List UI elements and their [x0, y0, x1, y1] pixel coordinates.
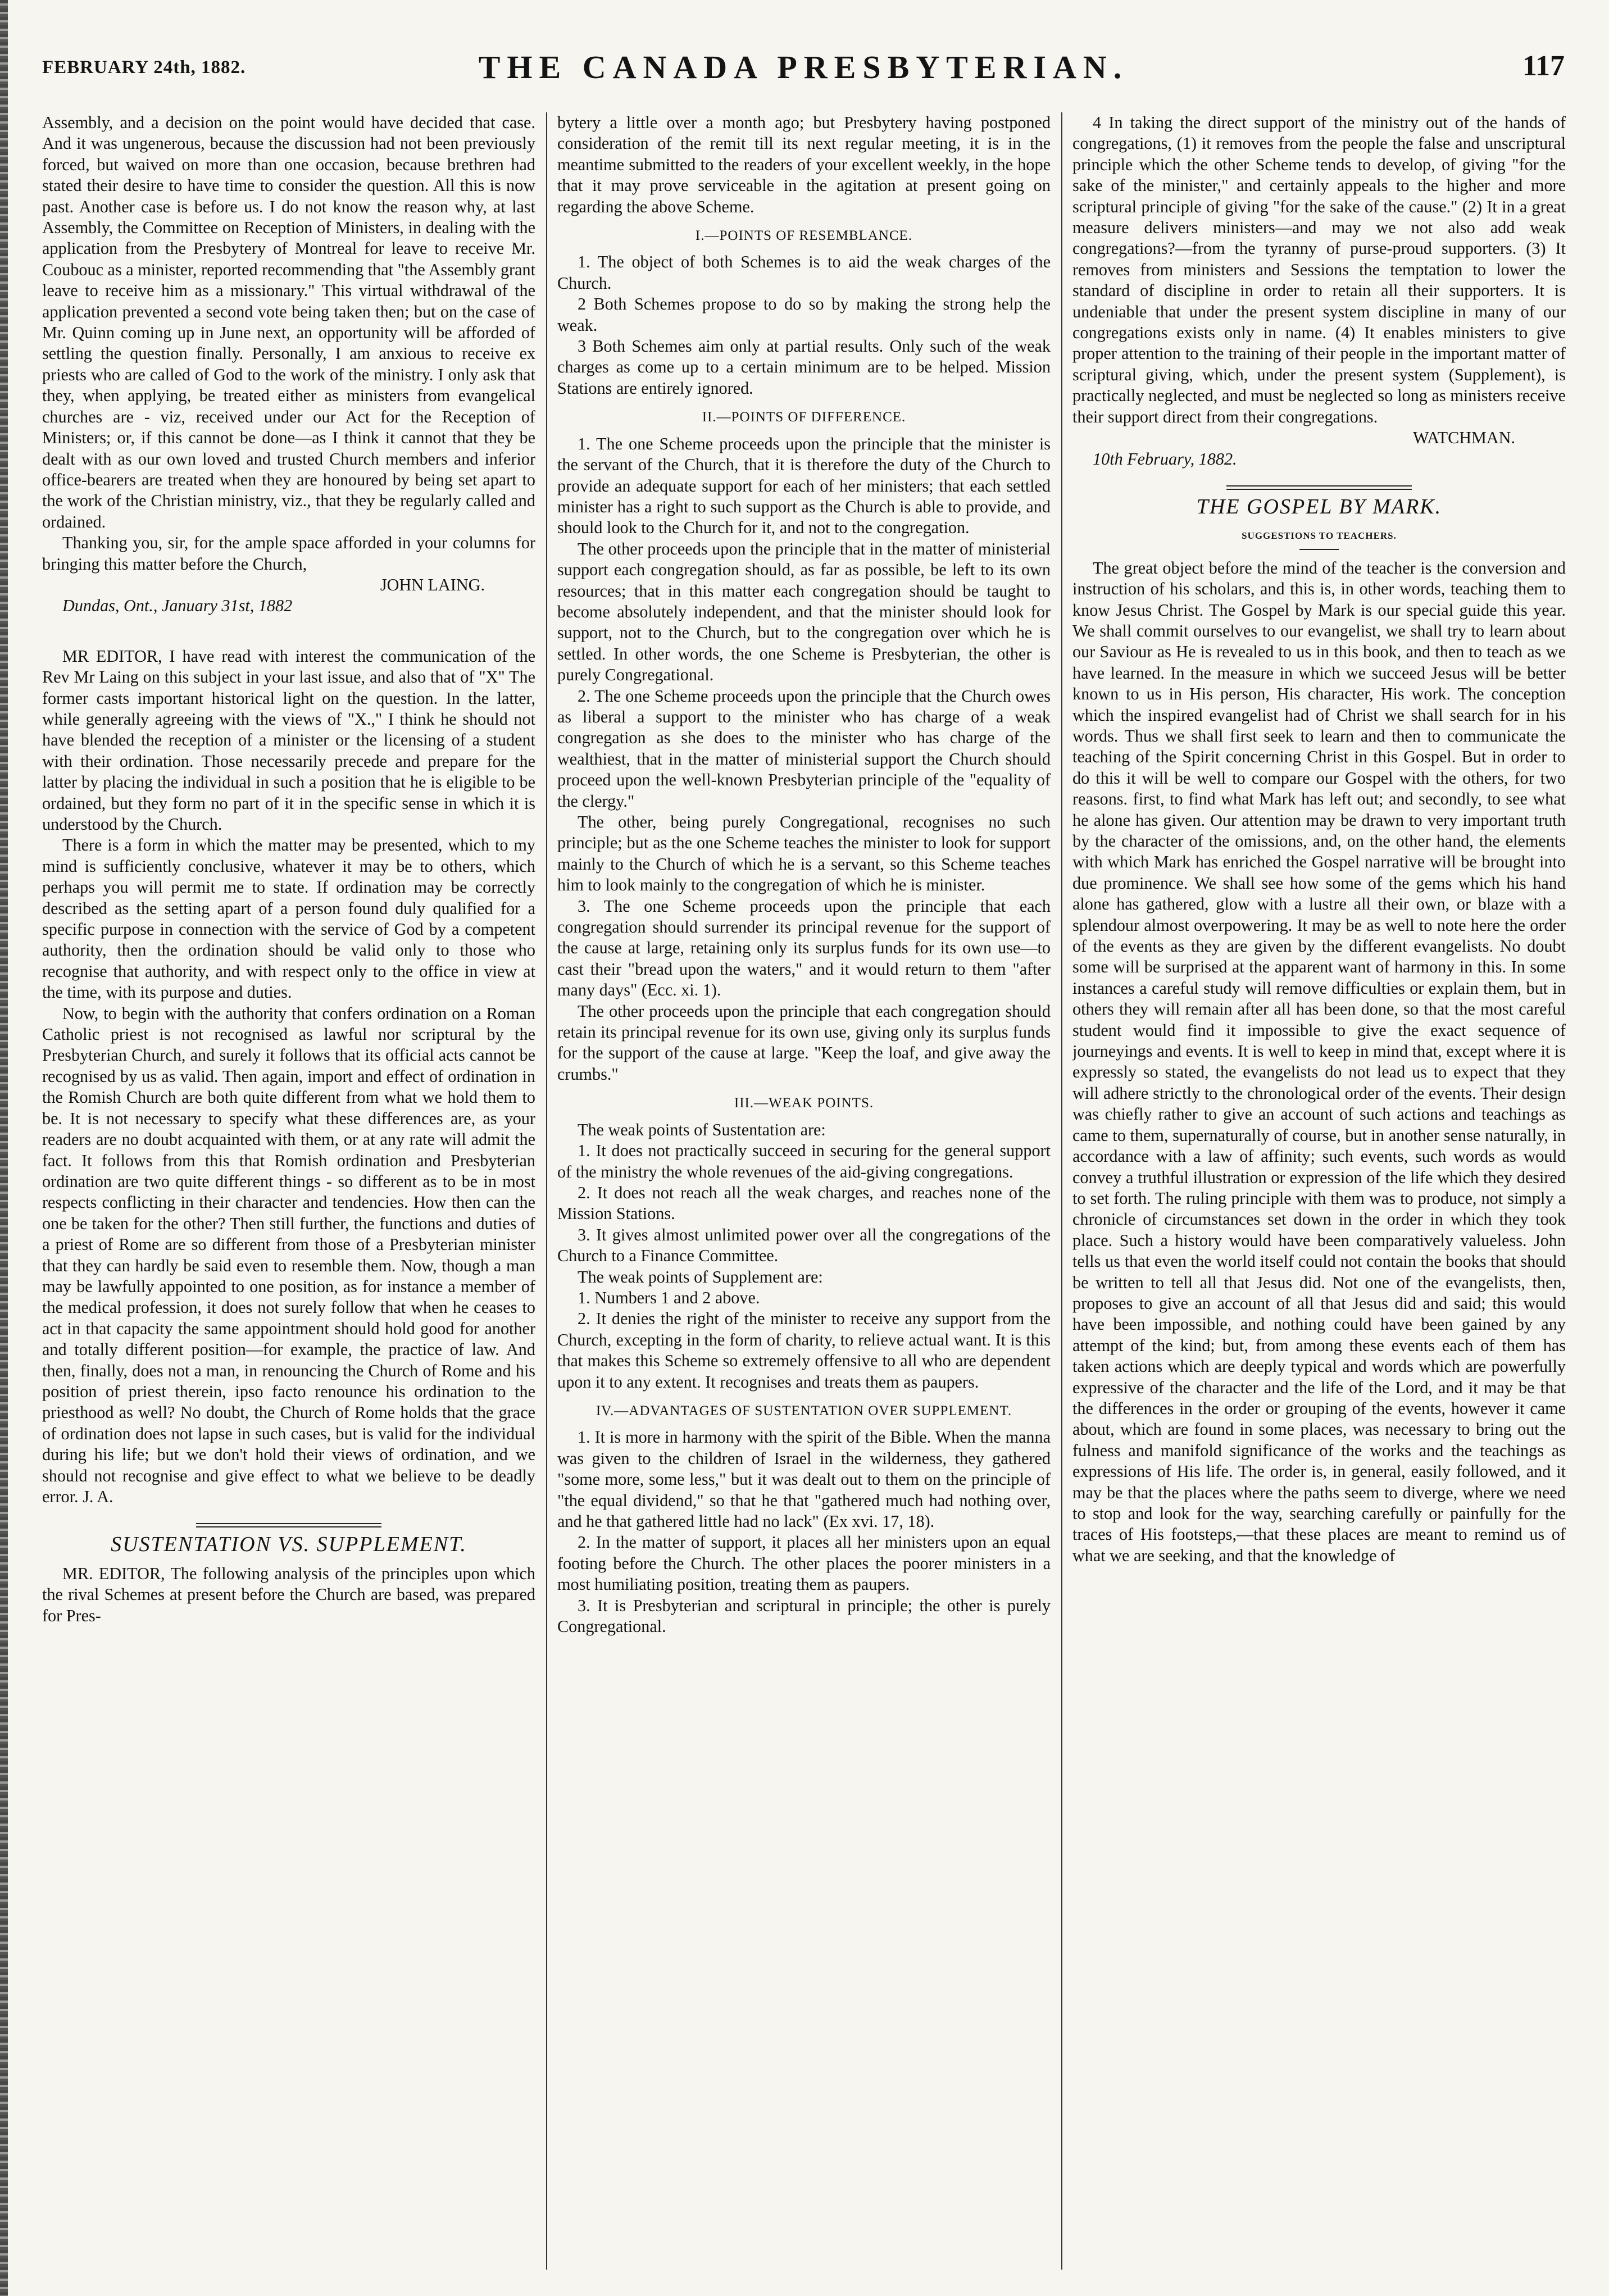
list-item: 4 In taking the direct support of the ministry out of the hands of congregations, (1) it removes from the people the false and unscriptural principle which the other Scheme tends to develop, of giving "for the sake of the minister," and certainly appeals to the higher and more scriptural principle of giving "for the sake of the cause." (2) It in a great measure delivers ministers—and may we not also add weak congregations?—from the tyranny of purse-proud supporters. (3) It removes from ministers and Sessions the temptation to lower the standard of discipline in order to retain all their supporters. It is undeniable that under the present system discipline in many of our congregations exists only in name. (4) It enables ministers to give proper attention to the training of their people in the important matter of scriptural giving, which, under the present system (Supplement), is practically neglected, and must be neglected so long as ministers receive their support direct from their congregations.: [1072, 113, 1566, 426]
article-paragraph: The weak points of Sustentation are:: [578, 1120, 826, 1139]
article-paragraph: MR. EDITOR, The following analysis of the principles upon which the rival Schemes at present before the Church are based, was prepared for Pres-: [42, 1563, 535, 1625]
signature: JOHN LAING.: [380, 575, 485, 594]
section-rule: [1226, 485, 1412, 487]
page-number: 117: [1522, 50, 1565, 82]
article-paragraph: The great object before the mind of the teacher is the conversion and instruction of his scholars, and this is, in other words, teaching them to know Jesus Christ. The Gospel by Mark is our special guide this year. We shall commit ourselves to our evangelist, we shall try to learn about our Saviour as He is revealed to us in this book, and then to teach as we have learned. In the measure in which we succeed Jesus will be better known to us in His person, His character, His work. The conception which the inspired evangelist had of Christ we shall search for in his words. Thus we shall first seek to learn and then to communicate the teaching of the Spirit concerning Christ in this Gospel. But in order to do this it will be well to compare our Gospel with the others, for two reasons. first, to find what Mark has left out; and secondly, to see what he alone has given. Our attention may be drawn to very important truth by the character of the omissions, and, on the other hand, the elements with which Mark has enriched the Gospel narrative will be brought into due prominence. We shall see how some of the gems which his hand alone has gathered, glow with a lustre all their own, or blaze with a splendour almost overpowering. It may be as well to note here the order of the events as they are given by the different evangelists. No doubt some will be surprised at the apparent want of harmony in this. In some instances a careful study will remove difficulties or explain them, but in others they will remain after all has been done, so that the most careful student would find it impossible to give the exact sequence of journeyings and events. It is well to keep in mind that, except where it is expressly so stated, the evangelists do not lead us to expect that they will adhere strictly to the chronological order of the events. Their design was chiefly rather to give an account of such actions and teachings as came to them, supernaturally of course, but in another sense naturally, in accordance with a law of affinity; such events, such words as would convey a truthful illustration or expression of the life which they desired to set forth. The ruling principle with them was to produce, not simply a chronicle of circumstances set down in the order in which they took place. Such a history would have been comparatively valueless. John tells us that even the world itself could not contain the books that should be written to tell all that Jesus did. Not one of the evangelists, then, proposes to give an account of all that Jesus did and said; this would have been impossible, and nothing could have been gained by any attempt of the kind; but, from among these events each of them has taken actions which are deeply typical and words which are powerfully expressive of the character and the life of the Lord, and it may be that the differences in the order or grouping of the events, however it came about, which are found in some places, was necessary to bring out the fulness and manifold significance of the works and the teachings as expressions of His life. The order is, in general, easily followed, and it may be that the places where the paths seem to diverge, where we need to stop and look for the way, searching carefully or painfully for the traces of His footsteps,—that these places are meant to remind us of what we are seeking, and that the knowledge of: [1072, 558, 1566, 1565]
list-item: 2. It denies the right of the minister to receive any support from the Church, excepting in the form of charity, to relieve actual want. It is this that makes this Scheme so extremely offensive to all who are dependent upon it to any extent. It recognises and treats them as paupers.: [557, 1309, 1051, 1392]
issue-date: FEBRUARY 24th, 1882.: [42, 57, 246, 78]
column-1: [42, 112, 535, 2270]
dateline: Dundas, Ont., January 31st, 1882: [62, 596, 293, 616]
list-item: 1. It does not practically succeed in securing for the general support of the ministry the whole revenues of the aid-giving congregations.: [557, 1141, 1051, 1181]
column-3: [1072, 112, 1566, 2270]
list-item: 1. It is more in harmony with the spirit of the Bible. When the manna was given to the children of Israel in the wilderness, they gathered "some more, some less," but it was dealt out to them on the principle of "the equal dividend," so that he that "gathered much had nothing over, and he that gathered little had no lack" (Ex xvi. 17, 18).: [557, 1427, 1051, 1531]
article-paragraph: bytery a little over a month ago; but Presbytery having postponed consideration of the remit till its next regular meeting, it is in the meantime submitted to the readers of your excellent weekly, in the hope that it may prove serviceable in the agitation at present going on regarding the above Scheme.: [557, 113, 1051, 216]
dateline: 10th February, 1882.: [1093, 449, 1237, 469]
signature: WATCHMAN.: [1413, 428, 1515, 448]
page-binding-edge: [0, 0, 8, 2296]
column-divider: [546, 112, 547, 2270]
list-item: 3. It is Presbyterian and scriptural in principle; the other is purely Congregational.: [557, 1595, 1051, 1636]
list-item: 1. The object of both Schemes is to aid the weak charges of the Church.: [557, 252, 1051, 293]
article-subtitle: SUGGESTIONS TO TEACHERS.: [1242, 530, 1397, 542]
list-item: 3 Both Schemes aim only at partial results. Only such of the weak charges as come up to a certain minimum are to be helped. Mission Stations are entirely ignored.: [557, 337, 1051, 398]
list-item: 2. The one Scheme proceeds upon the principle that the Church owes as liberal a support to the minister who has charge of a weak congregation as she does to the minister who has charge of the wealthiest, that in the matter of ministerial support the Church should proceed upon the well-known Presbyterian principle of the "equality of the clergy.": [557, 686, 1051, 811]
article-paragraph: The other proceeds upon the principle that in the matter of ministerial support each congregation should, as far as possible, be left to its own resources; that in this matter each congregation should be taught to become absolutely independent, and that the minister should look for support, not to the Church, but to the congregation over which he is settled. In other words, the one Scheme is Presbyterian, the other is purely Congregational.: [557, 539, 1051, 685]
masthead-title: THE CANADA PRESBYTERIAN.: [478, 49, 1129, 85]
section-rule: [1299, 549, 1339, 550]
article-title: SUSTENTATION VS. SUPPLEMENT.: [111, 1533, 467, 1557]
article-paragraph: The weak points of Supplement are:: [578, 1267, 823, 1286]
list-item: 3. The one Scheme proceeds upon the principle that each congregation should surrender its principal revenue for the support of the cause at large, retaining only its surplus funds for its own use—to cast their "bread upon the waters," and it would return to them "after many days" (Ecc. xi. 1).: [557, 896, 1051, 1000]
laing-letter-paragraph: Thanking you, sir, for the ample space afforded in your columns for bringing this matter before the Church,: [42, 533, 535, 574]
list-item: 3. It gives almost unlimited power over all the congregations of the Church to a Finance Committee.: [557, 1225, 1051, 1266]
section-heading: IV.—ADVANTAGES OF SUSTENTATION OVER SUPPLEMENT.: [596, 1403, 1012, 1418]
section-rule: [196, 1523, 381, 1524]
list-item: 1. Numbers 1 and 2 above.: [578, 1288, 760, 1307]
list-item: 2 Both Schemes propose to do so by making the strong help the weak.: [557, 294, 1051, 335]
article-title: THE GOSPEL BY MARK.: [1196, 494, 1442, 519]
section-rule: [196, 1526, 381, 1527]
newspaper-page: [42, 34, 1565, 2275]
column-2: [557, 112, 1051, 2270]
list-item: 2. In the matter of support, it places all her ministers upon an equal footing before the Church. The other places the poorer ministers in a most humiliating position, treating them as paupers.: [557, 1533, 1051, 1594]
ja-letter-paragraph: MR EDITOR, I have read with interest the communication of the Rev Mr Laing on this subject in your last issue, and also that of "X" The former casts important historical light on the question. In the latter, while generally agreeing with the views of "X.," I think he should not have blended the reception of a minister or the licensing of a student with their ordination. Those necessarily precede and prepare for the latter by placing the individual in such a position that he is eligible to be ordained, but they form no part of it in the specific sense in which it is understood by the Church.: [42, 646, 535, 834]
list-item: 2. It does not reach all the weak charges, and reaches none of the Mission Stations.: [557, 1183, 1051, 1224]
section-heading: III.—WEAK POINTS.: [734, 1095, 874, 1111]
ja-letter-paragraph: There is a form in which the matter may be presented, which to my mind is sufficiently conclusive, whatever it may be to others, which perhaps you will permit me to state. If ordination may be correctly described as the setting apart of a person found duly qualified for a specific purpose in connection with the service of God by a competent authority, then the ordination should be valid only to those who recognise that authority, and with respect only to the office in view at the time, with its purpose and duties.: [42, 835, 535, 1002]
article-paragraph: The other proceeds upon the principle that each congregation should retain its principal revenue for its own use, giving only its surplus funds for the support of the cause at large. "Keep the loaf, and give away the crumbs.": [557, 1001, 1051, 1084]
column-divider: [1061, 112, 1062, 2270]
ja-letter-paragraph: Now, to begin with the authority that confers ordination on a Roman Catholic priest is not recognised as lawful nor scriptural by the Presbyterian Church, and surely it follows that its official acts cannot be recognised by us as valid. Then again, import and effect of ordination in the Romish Church are both quite different from what we hold them to be. It is not necessary to specify what these differences are, as your readers are no doubt acquainted with them, or at any rate will admit the fact. It follows from this that Romish ordination and Presbyterian ordination are two quite different things - so different as to be in most respects conflicting in their character and tendencies. How then can the one be taken for the other? Then still further, the functions and duties of a priest of Rome are so different from those of a Presbyterian minister that they can hardly be said even to resemble them. Now, though a man may be lawfully appointed to one position, as for instance a member of the medical profession, it does not surely follow that when he ceases to act in that capacity the same appointment should hold good for another and totally different position—for example, the practice of law. And then, finally, does not a man, in renouncing the Church of Rome and his position of priest therein, ipso facto renounce his ordination to the priesthood as well? No doubt, the Church of Rome holds that the grace of ordination does not lapse in such cases, but is valid for the individual during his life; but we don't hold their views of ordination, and we should not recognise and give effect to what we believe to be deadly error. J. A.: [42, 1003, 535, 1506]
list-item: 1. The one Scheme proceeds upon the principle that the minister is the servant of the Church, that it is therefore the duty of the Church to provide an adequate support for each of her ministers; that each settled minister has a right to such support as the Church is able to provide, and should look to the Church for it, and not to the congregation.: [557, 434, 1051, 538]
section-heading: II.—POINTS OF DIFFERENCE.: [702, 410, 906, 425]
section-heading: I.—POINTS OF RESEMBLANCE.: [695, 228, 913, 244]
article-paragraph: The other, being purely Congregational, recognises no such principle; but as the one Scheme teaches the minister to look for support mainly to the Church of which he is a servant, so this Scheme teaches him to look mainly to the congregation of which he is minister.: [557, 812, 1051, 895]
section-rule: [1226, 489, 1412, 490]
laing-letter-paragraph: Assembly, and a decision on the point would have decided that case. And it was ungenerous, because the discussion had not been previously forced, but waived on more than one occasion, because brethren had stated their desire to have time to consider the question. All this is now past. Another case is before us. I do not know the reason why, at last Assembly, the Committee on Reception of Ministers, in dealing with the application from the Presbytery of Montreal for leave to receive Mr. Coubouc as a minister, reported recommending that "the Assembly grant leave to receive him as a missionary." This virtual withdrawal of the application prevented a second vote being taken then; but on the case of Mr. Quinn coming up in June next, an opportunity will be afforded of settling the question finally. Personally, I am anxious to receive ex priests who are called of God to the work of the ministry. I only ask that they, when applying, be treated either as ministers from evangelical churches are - viz, received under our Act for the Reception of Ministers; or, if this cannot be done—as I think it cannot that they be dealt with as our own loved and trusted Church members and inferior office-bearers are treated when they are honoured by being set apart to the work of the Christian ministry, viz., that they be regularly called and ordained.: [42, 113, 535, 531]
page-header: [42, 46, 1565, 91]
